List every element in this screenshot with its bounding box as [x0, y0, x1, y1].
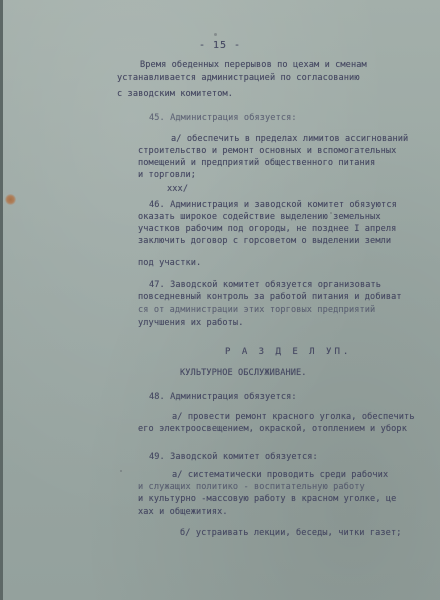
rust-stain — [5, 194, 16, 205]
text-line: заключить договор с горсоветом о выделении земли — [138, 236, 392, 246]
text-line: повседневный контроль за работой питания и добиват — [138, 292, 402, 302]
text-line: Время обеденных перерывов по цехам и сменам — [140, 60, 367, 70]
text-line: оказать широкое содействие выделению земельных — [138, 212, 381, 222]
paper-speck — [120, 470, 122, 472]
text-line: участков рабочим под огороды, не позднее I апреля — [138, 224, 397, 234]
section-item-48: 48. Администрация обязуется: — [149, 392, 297, 402]
text-line: строительство и ремонт основных и вспомогательных — [138, 146, 397, 156]
text-line: и служащих политико - воспитательную работу — [138, 482, 365, 492]
section-heading: Р А З Д Е Л УП. — [225, 347, 352, 357]
text-line: б/ устраивать лекции, беседы, читки газет; — [180, 528, 402, 538]
struck-marker: xxx/ — [167, 184, 189, 194]
text-line: хах и общежитиях. — [138, 507, 228, 517]
text-line: и торговли; — [138, 170, 197, 180]
section-item-46: 46. Администрация и заводской комитет обязуются — [149, 200, 397, 210]
text-line: помещений и предприятий общественного питания — [138, 158, 376, 168]
text-line: ся от администрации этих торговых предприятий — [138, 305, 376, 315]
text-line: улучшения их работы. — [138, 318, 244, 328]
section-item-49: 49. Заводской комитет обязуется: — [149, 452, 318, 462]
section-item-45: 45. Администрация обязуется: — [149, 113, 297, 123]
text-line: под участки. — [138, 258, 202, 268]
section-item-47: 47. Заводской комитет обязуется организовать — [149, 280, 382, 290]
text-line: и культурно -массовую работу в красном уголке, це — [138, 494, 397, 504]
text-line: с заводским комитетом. — [117, 89, 234, 99]
paper-speck — [214, 33, 217, 36]
text-line: а/ систематически проводить среди рабочих — [172, 470, 389, 480]
text-line: а/ обеспечить в пределах лимитов ассигнований — [171, 134, 409, 144]
page-number: - 15 - — [198, 40, 242, 51]
text-line: а/ провести ремонт красного уголка, обеспечить — [172, 412, 415, 422]
section-subheading: КУЛЬТУРНОЕ ОБСЛУЖИВАНИЕ. — [180, 368, 307, 378]
text-line: его электроосвещением, окраской, отоплением и уборк — [138, 424, 407, 434]
text-line: устанавливается администрацией по согласованию — [117, 73, 360, 83]
page-edge-shadow — [0, 0, 3, 600]
